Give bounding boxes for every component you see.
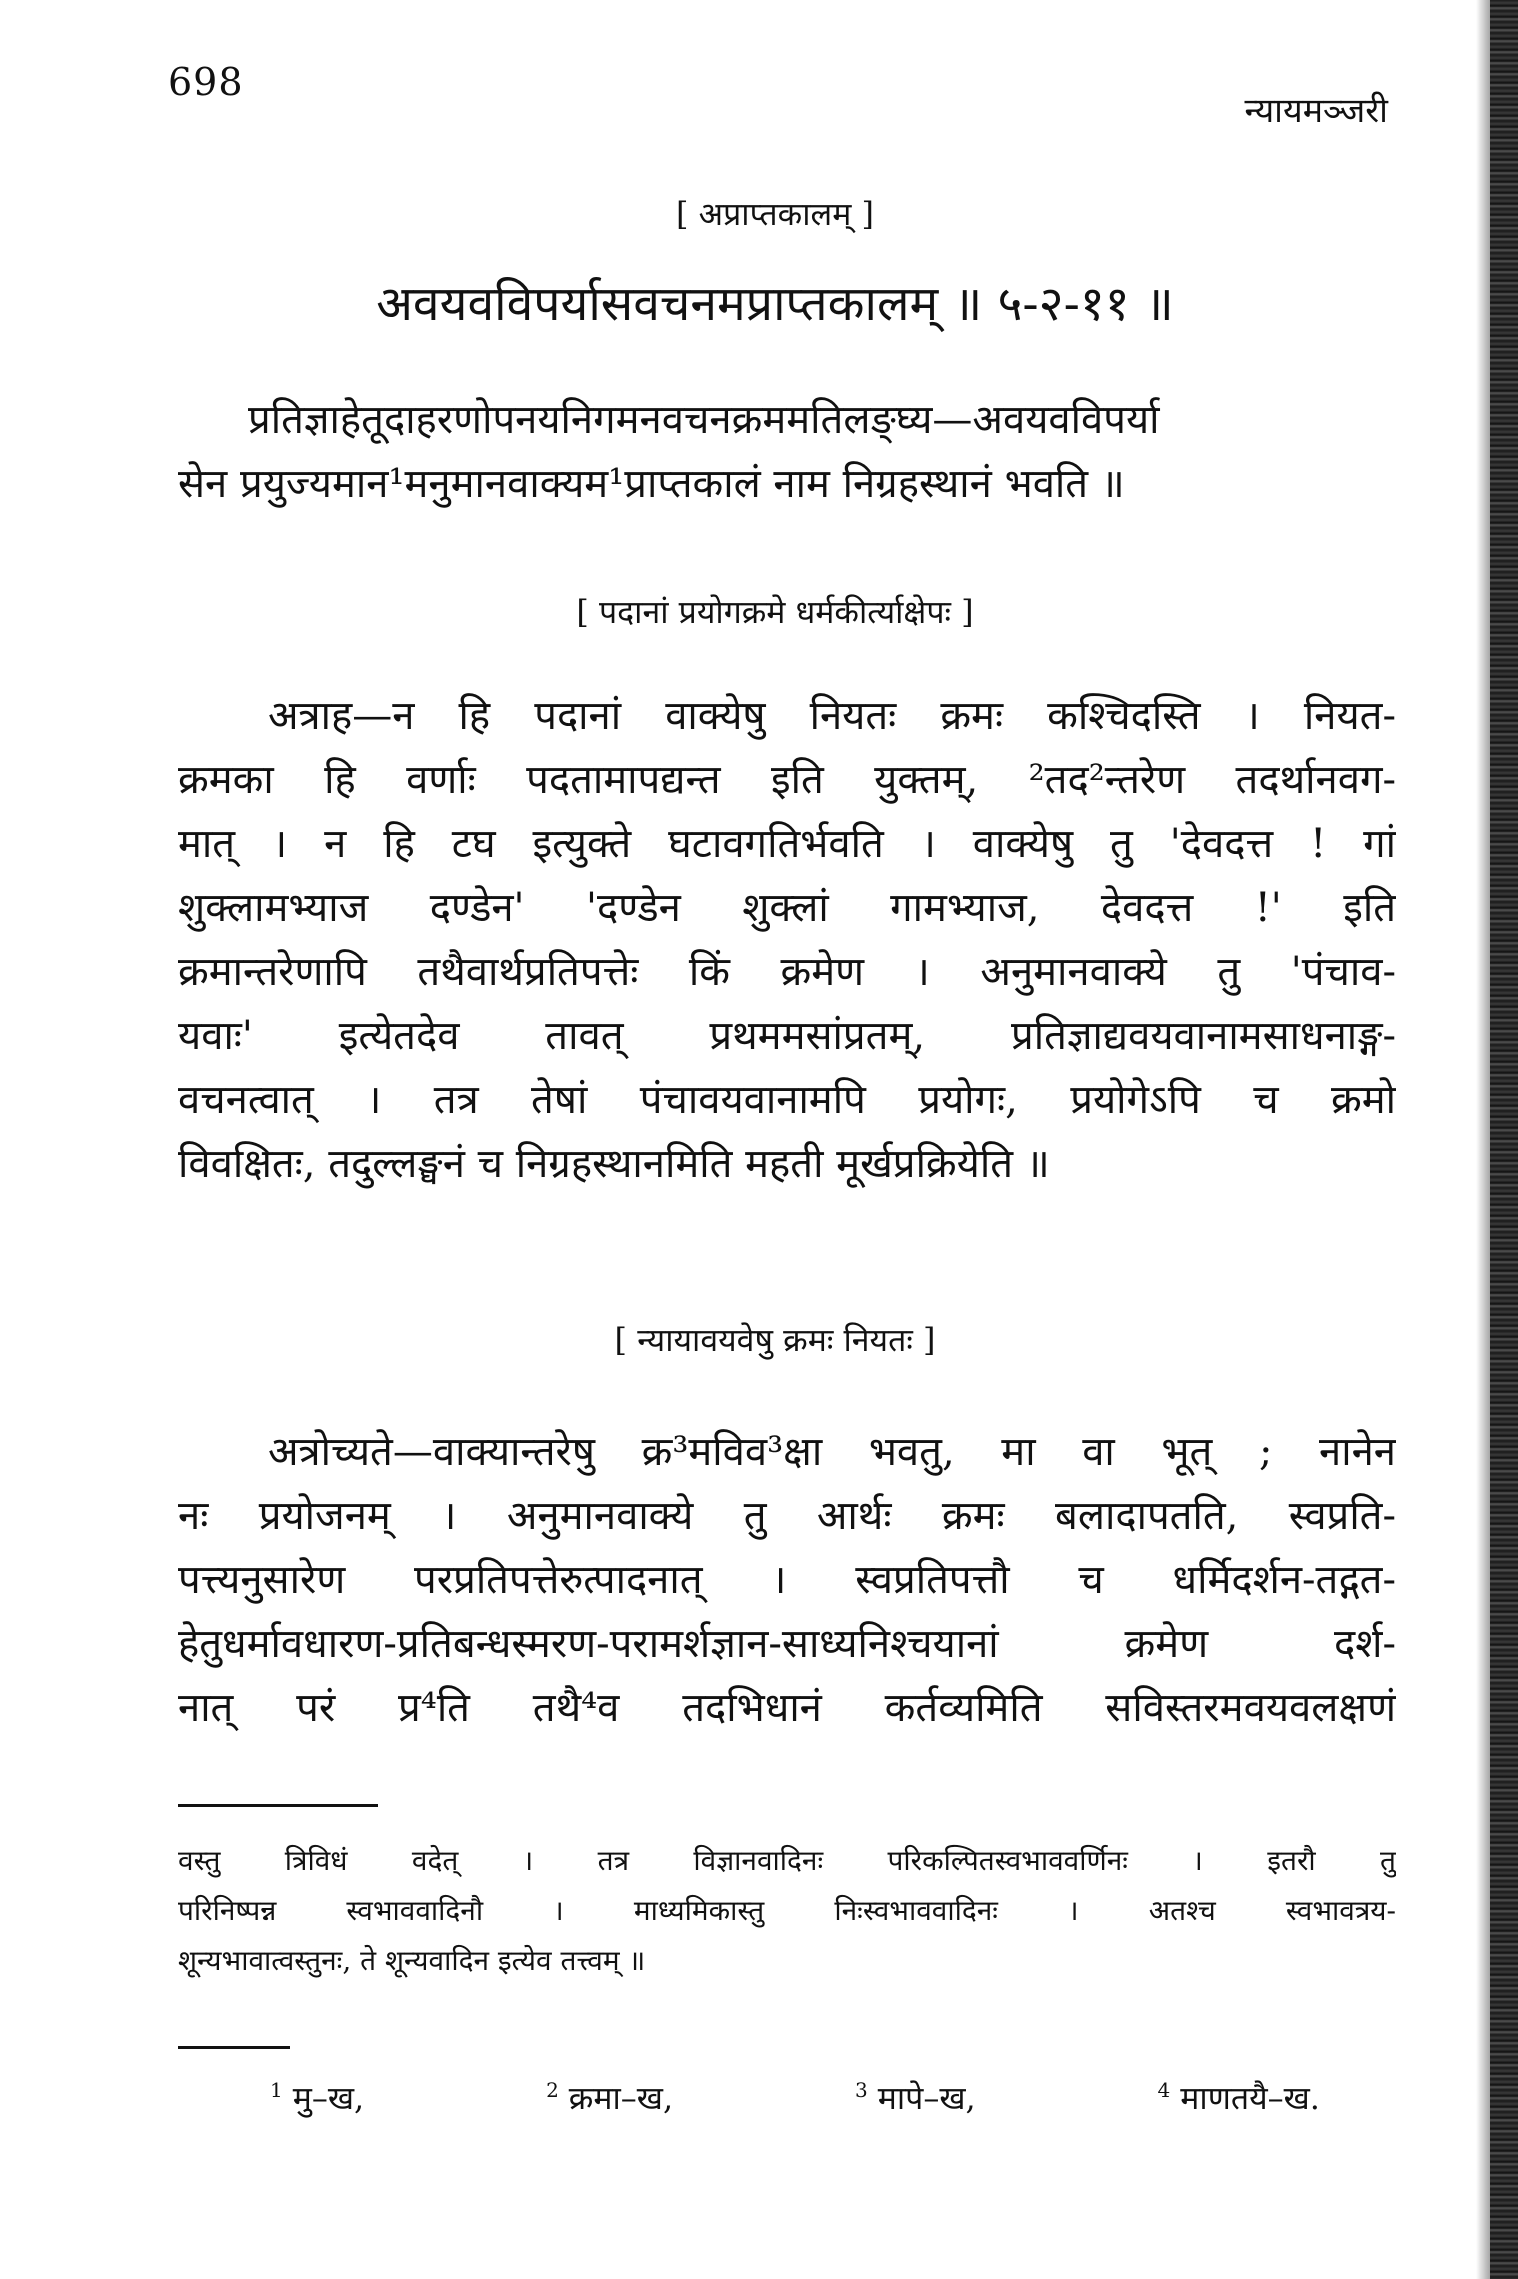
section-heading-2: [ पदानां प्रयोगक्रमे धर्मकीर्त्याक्षेपः ] — [576, 593, 974, 631]
text-line: नात् परं प्र⁴ति तथै⁴व तदभिधानं कर्तव्यमिति सविस्तरमवयवलक्षणं — [178, 1685, 1396, 1731]
text-line: अत्रोच्यते—वाक्यान्तरेषु क्र³मविव³क्षा भवतु, मा वा भूत् ; नानेन — [268, 1429, 1396, 1475]
variant-reading — [546, 2076, 673, 2119]
variant-reading — [1158, 2076, 1320, 2119]
variant-number: 1 — [270, 2078, 283, 2103]
variant-readings — [270, 2076, 1320, 2119]
text-line: शुक्लामभ्याज दण्डेन' 'दण्डेन शुक्लां गामभ्याज, देवदत्त !' इति — [178, 885, 1396, 931]
footnote-line: परिनिष्पन्न स्वभाववादिनौ । माध्यमिकास्तु निःस्वभाववादिनः । अतश्च स्वभावत्रय- — [178, 1894, 1396, 1927]
reply-paragraph — [178, 1420, 1396, 1740]
text-line: सेन प्रयुज्यमान¹मनुमानवाक्यम¹प्राप्तकालं नाम निग्रहस्थानं भवति ॥ — [178, 461, 1125, 507]
text-line: क्रमान्तरेणापि तथैवार्थप्रतिपत्तेः किं क्रमेण । अनुमानवाक्ये तु 'पंचाव- — [178, 949, 1396, 995]
sutra-text: अवयवविपर्यासवचनमप्राप्तकालम् ॥ ५-२-११ ॥ — [376, 276, 1174, 332]
text-line: विवक्षितः, तदुल्लङ्घनं च निग्रहस्थानमिति महती मूर्खप्रक्रियेति ॥ — [178, 1141, 1050, 1187]
footnote-divider — [178, 1804, 378, 1807]
variant-text: माणतयै–ख. — [1180, 2079, 1320, 2117]
scan-edge-shadow — [1476, 0, 1490, 2279]
footnote-line: शून्यभावात्वस्तुनः, ते शून्यवादिन इत्येव तत्त्वम् ॥ — [178, 1944, 646, 1977]
text-line: वचनत्वात् । तत्र तेषां पंचावयवानामपि प्रयोगः, प्रयोगेऽपि च क्रमो — [178, 1077, 1396, 1123]
text-line: क्रमका हि वर्णाः पदतामापद्यन्त इति युक्तम्, ²तद²न्तरेण तदर्थानवग- — [178, 757, 1396, 803]
objection-paragraph — [178, 684, 1396, 1196]
footnote-line: वस्तु त्रिविधं वदेत् । तत्र विज्ञानवादिनः परिकल्पितस्वभाववर्णिनः । इतरौ तु — [178, 1844, 1396, 1877]
section-heading-3: [ न्यायावयवेषु क्रमः नियतः ] — [614, 1321, 936, 1359]
text-line: अत्राह—न हि पदानां वाक्येषु नियतः क्रमः कश्चिदस्ति । नियत- — [268, 693, 1396, 739]
variant-number: 3 — [855, 2078, 868, 2103]
scanned-binding-edge — [1490, 0, 1518, 2279]
text-line: यवाः' इत्येतदेव तावत् प्रथममसांप्रतम्, प्रतिज्ञाद्यवयवानामसाधनाङ्ग- — [178, 1013, 1396, 1059]
text-line: मात् । न हि टघ इत्युक्ते घटावगतिर्भवति । वाक्येषु तु 'देवदत्त ! गां — [178, 821, 1396, 867]
variant-number: 2 — [546, 2078, 559, 2103]
variant-reading — [270, 2076, 364, 2119]
footnote-continuation — [178, 1836, 1396, 1986]
page-number: 698 — [168, 60, 244, 104]
running-head: न्यायमञ्जरी — [1244, 91, 1388, 131]
commentary-paragraph — [178, 388, 1396, 516]
variant-text: मु–ख, — [292, 2079, 365, 2117]
variant-number: 4 — [1157, 2078, 1171, 2103]
text-line: नः प्रयोजनम् । अनुमानवाक्ये तु आर्थः क्रमः बलादापतति, स्वप्रति- — [178, 1493, 1396, 1539]
text-line: प्रतिज्ञाहेतूदाहरणोपनयनिगमनवचनक्रममतिलङ्घ्य—अवयवविपर्या — [248, 397, 1160, 443]
section-heading-1: [ अप्राप्तकालम् ] — [675, 195, 875, 233]
variant-text: क्रमा–ख, — [568, 2079, 674, 2117]
text-line: हेतुधर्मावधारण-प्रतिबन्धस्मरण-परामर्शज्ञान-साध्यनिश्चयानां क्रमेण दर्श- — [178, 1621, 1396, 1667]
variant-reading — [855, 2076, 976, 2119]
variants-divider — [178, 2046, 290, 2049]
variant-text: मापे–ख, — [877, 2079, 976, 2117]
text-line: पत्त्यनुसारेण परप्रतिपत्तेरुत्पादनात् । स्वप्रतिपत्तौ च धर्मिदर्शन-तद्गत- — [178, 1557, 1396, 1603]
